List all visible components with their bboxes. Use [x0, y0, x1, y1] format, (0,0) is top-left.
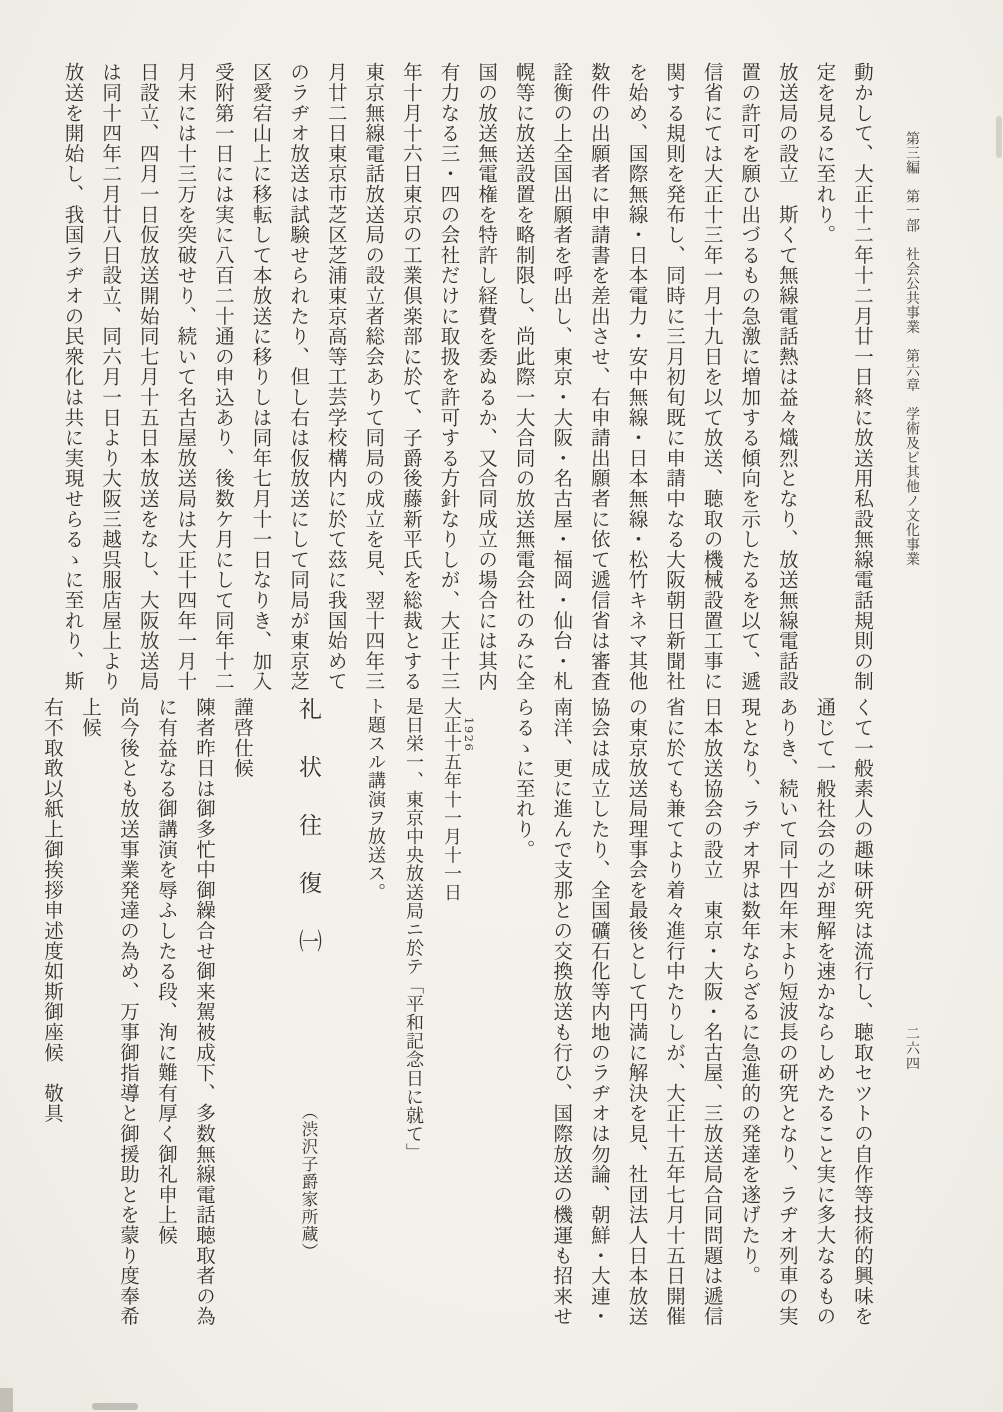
scan-artifact: [996, 116, 1002, 158]
letter-opening: 謹啓仕候: [231, 697, 254, 779]
letter-paragraph: 陳者昨日は御多忙中御繰合せ御来駕被成下、多数無線電話聴取者の為に有益なる御講演を辱ふしたる段、洵に難有厚く御礼申上候: [155, 697, 216, 1327]
development-section: [505, 697, 881, 1333]
letter-title: 礼 状 往 復 ㈠: [295, 697, 321, 958]
record-date: 大正十五年十一月十一日: [441, 697, 462, 902]
page-number: 二六四: [904, 1026, 920, 1071]
history-paragraph: 動かして、大正十二年十二月廿一日終に放送用私設無線電話規則の制定を見るに至れり。: [813, 62, 874, 692]
record-section: [356, 697, 470, 1157]
letter-paragraph: 尚今後とも放送事業発達の為め、万事御指導と御援助とを蒙り度奉希上候: [79, 697, 140, 1327]
record-entry: 是日栄一、東京中央放送局ニ於テ「平和記念日に就て」ト題スル講演ヲ放送ス。: [365, 697, 424, 1153]
letter-attribution: （渋沢子爵家所蔵）: [299, 1103, 318, 1261]
chapter-header: 第三編 第一部 社会公共事業 第六章 学術及ビ其他ノ文化事業: [904, 131, 920, 566]
history-paragraph: 放送局の設立 斯くて無線電話熱は益々熾烈となり、放送無線電話設置の許可を願ひ出づるもの急激に増加する傾向を示したるを以て、遞信省にては大正十三年一月十九日を以て放送、聴取の機械設置工事に関する規則を発布し、同時に三月初旬既に申請中なる大阪朝日新聞社を始め、国際無線・日本電力・安中無線・日本無線・松竹キネマ其他数件の出願者に申請書を差出させ、右申請出願者に依て遞信省は審査詮衡の上全国出願者を呼出し、東京・大阪・名古屋・福岡・仙台・札幌等に放送設置を略制限し、尚此際一大合同の放送無電会社のみに全国の放送無電権を特許し経費を委ぬるか、又合同成立の場合には其内有力なる三・四の会社だけに取扱を許可する方針なりしが、大正十三年十月十六日東京の工業倶楽部に於て、子爵後藤新平氏を総裁とする東京無線電話放送局の設立者総会ありて同局の成立を見、翌十四年三月廿二日東京市芝区芝浦東京高等工芸学校構内に於て茲に我国始めてのラヂオ放送は試験せられたり、但し右は仮放送にして同局が東京芝区愛宕山上に移転して本放送に移りしは同年七月十一日なりき、加入受附第一日には実に八百二十通の申込あり、後数ケ月にして同年十二月末には十三万を突破せり、続いて名古屋放送局は大正十四年一月十日設立、四月一日仮放送開始同七月十五日本放送をなし、大阪放送局は同十四年二月廿八日設立、同六月一日より大阪三越呉服店屋上より放送を開始し、我国ラヂオの民衆化は共に実現せらるゝに至れり、斯: [61, 62, 799, 692]
letter-heading-column: [294, 697, 322, 1337]
scan-artifact: [92, 1403, 138, 1410]
development-paragraph: くて一般素人の趣味研究は流行し、聴取セツトの自作等技術的興味を通じて一般社会の之が理解を速かならしめたること実に多大なるものありき、続いて同十四年末より短波長の研究となり、ラヂオ列車の実現となり、ラヂオ界は数年ならざるに急進的の発達を遂げたり。: [738, 697, 874, 1327]
scan-artifact: [0, 1388, 13, 1412]
history-section: [54, 62, 881, 698]
development-paragraph: 日本放送協会の設立 東京・大阪・名古屋、三放送局合同問題は遞信省に於ても兼てより着々進行中たりしが、大正十五年七月十五日開催の東京放送局理事会を最後として円満に解決を見、社団法人日本放送協会は成立したり、全国礦石化等内地のラヂオは勿論、朝鮮・大連・南洋、更に進んで支那との交換放送も行ひ、国際放送の機運も招来せらるゝに至れり。: [512, 697, 724, 1327]
letter-section: [33, 697, 322, 1337]
year-annotation: 1926: [462, 717, 476, 753]
letter-closing: 右不取敢以紙上御挨拶申述度如斯御座候 敬具: [41, 697, 64, 1124]
